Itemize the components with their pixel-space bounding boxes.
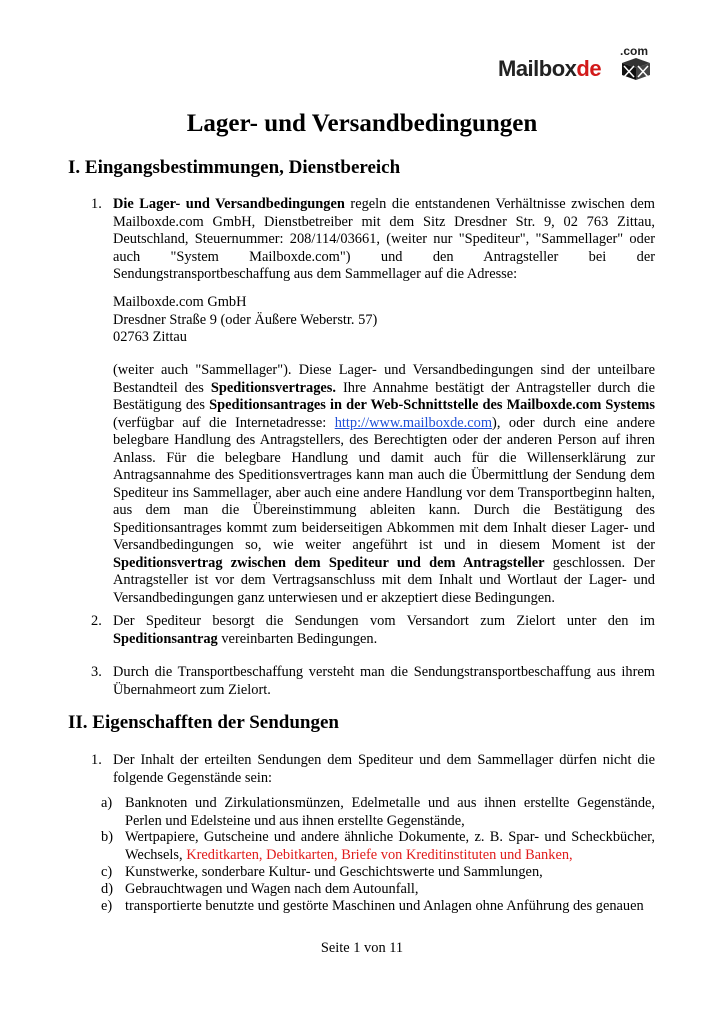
- sub-letter: b): [101, 829, 113, 845]
- logo-name-accent: de: [576, 56, 602, 81]
- para-bold: Speditionsvertrages.: [210, 379, 337, 396]
- address-block: [113, 294, 655, 347]
- para-bold: Speditionsantrages in der Web-Schnittstelle des Mailboxde.com Systems: [209, 397, 655, 413]
- page-footer: Seite 1 von 11: [320, 940, 404, 956]
- list-number: 1.: [91, 196, 102, 212]
- item-3-text: Durch die Transportbeschaffung versteht man die Sendungstransportbeschaffung aus ihrem Übernahmeort zum Zielort.: [113, 664, 655, 698]
- para-text: vereinbarten Bedingungen.: [217, 630, 378, 647]
- para-bold: Speditionsvertrag zwischen dem Spediteur und dem Antragsteller: [113, 554, 545, 571]
- sub-item-plain: Wertpapiere, Gutscheine und andere ähnliche Dokumente, z. B. Spar- und Scheckbücher, Wechsels,: [125, 829, 655, 863]
- intro-lead-bold: Die Lager- und Versandbedingungen: [113, 196, 345, 212]
- intro-lead-rest: regeln die entstandenen Verhältnisse zwischen dem: [344, 196, 655, 212]
- intro-line: Deutschland, Steuernummer: 208/114/03661, (weiter nur "Spediteur", "Sammellager" oder: [113, 231, 655, 247]
- website-link[interactable]: http://www.mailboxde.com: [334, 414, 493, 431]
- company-logo: [496, 44, 658, 84]
- sub-letter: c): [101, 864, 113, 880]
- page-title: Lager- und Versandbedingungen: [186, 110, 538, 137]
- sub-item-text: Kunstwerke, sonderbare Kultur- und Geschichtswerte und Sammlungen,: [125, 864, 543, 880]
- sub-item-text: transportierte benutzte und gestörte Maschinen und Anlagen ohne Anführung des genauen: [125, 898, 644, 914]
- intro-line: Sendungstransportbeschaffung aus dem Sammellager auf die Adresse:: [113, 266, 518, 282]
- list-number: 2.: [91, 613, 102, 629]
- list-number: 1.: [91, 752, 102, 768]
- para-text: ), oder durch eine andere belegbare Handlung des Antragstellers, des Berechtigten oder der anderen Person auf ihren Anlass. Für die belegbare Handlung und damit auch für die Willenserklärung zur Antragsannahme des Speditionsvertrages kann man auch die Übermittlung der Sendung dem Spediteur ins Sammellager, aber auch eine andere Handlung vor dem Transportbeginn halten, aus dem man die Übereinstimmung ableiten kann. Durch die Bestätigung des Speditionsantrages kommt zum beiderseitigen Abkommen mit dem Inhalt dieser Lager- und Versandbedingungen so, wie weiter angeführt ist und in diesem Moment ist der: [113, 414, 655, 553]
- sub-letter: a): [101, 795, 113, 811]
- logo-name: Mailbox: [498, 56, 577, 81]
- section-heading-1: I. Eingangsbestimmungen, Dienstbereich: [68, 157, 401, 178]
- list-number: 3.: [91, 664, 102, 680]
- address-line: Dresdner Straße 9 (oder Äußere Weberstr. 57): [113, 311, 378, 328]
- intro-line: Mailboxde.com GmbH, Dienstbetreiber mit dem Sitz Dresdner Str. 9, 02 763 Zittau,: [113, 213, 655, 230]
- address-line: Mailboxde.com GmbH: [113, 294, 247, 310]
- box-icon: [620, 58, 652, 80]
- sub-item-text: Gebrauchtwagen und Wagen nach dem Autounfall,: [125, 881, 419, 897]
- logo-com: .com: [620, 44, 649, 58]
- address-line: 02763 Zittau: [113, 329, 187, 345]
- para-bold: Speditionsantrag: [113, 630, 218, 647]
- para-text: (verfügbar auf die Internetadresse:: [113, 414, 335, 431]
- item-1-intro: [113, 196, 655, 284]
- para-text: geschlossen. Der Antragsteller ist vor dem Vertragsanschluss mit dem Inhalt und Wortlaut der Lager- und Versandbedingungen ganz unterwiesen und er akzeptiert diese Bedingungen.: [113, 554, 655, 606]
- para-text: Der Spediteur besorgt die Sendungen vom Versandort zum Zielort unter den im: [113, 613, 655, 629]
- para-text: (weiter auch "Sammellager"). Diese Lager- und Versandbedingungen sind der unteilbare Bestandteil des: [113, 362, 655, 396]
- sub-item-text: Banknoten und Zirkulationsmünzen, Edelmetalle und aus ihnen erstellte Gegenstände, Perlen und Edelsteine und aus ihnen erstellte Gegenstände,: [125, 795, 655, 829]
- item-2-text: [113, 613, 655, 648]
- logo-wordmark: [498, 56, 601, 82]
- intro-line: [113, 196, 655, 214]
- section2-item-1-text: Der Inhalt der erteilten Sendungen dem Spediteur und dem Sammellager dürfen nicht die folgende Gegenstände sein:: [113, 752, 655, 786]
- item-1-paragraph: [113, 362, 655, 607]
- para-text: Ihre Annahme bestätigt der Antragsteller durch die Bestätigung des: [113, 379, 655, 413]
- sub-item-highlight: Kreditkarten, Debitkarten, Briefe von Kreditinstituten und Banken,: [186, 846, 573, 863]
- sub-item-text: [125, 829, 655, 864]
- section-heading-2: II. Eigenschafften der Sendungen: [68, 712, 339, 733]
- sub-letter: d): [101, 881, 113, 897]
- sub-letter: e): [101, 898, 113, 914]
- intro-line: auch "System Mailboxde.com") und den Antragsteller bei der: [113, 248, 655, 265]
